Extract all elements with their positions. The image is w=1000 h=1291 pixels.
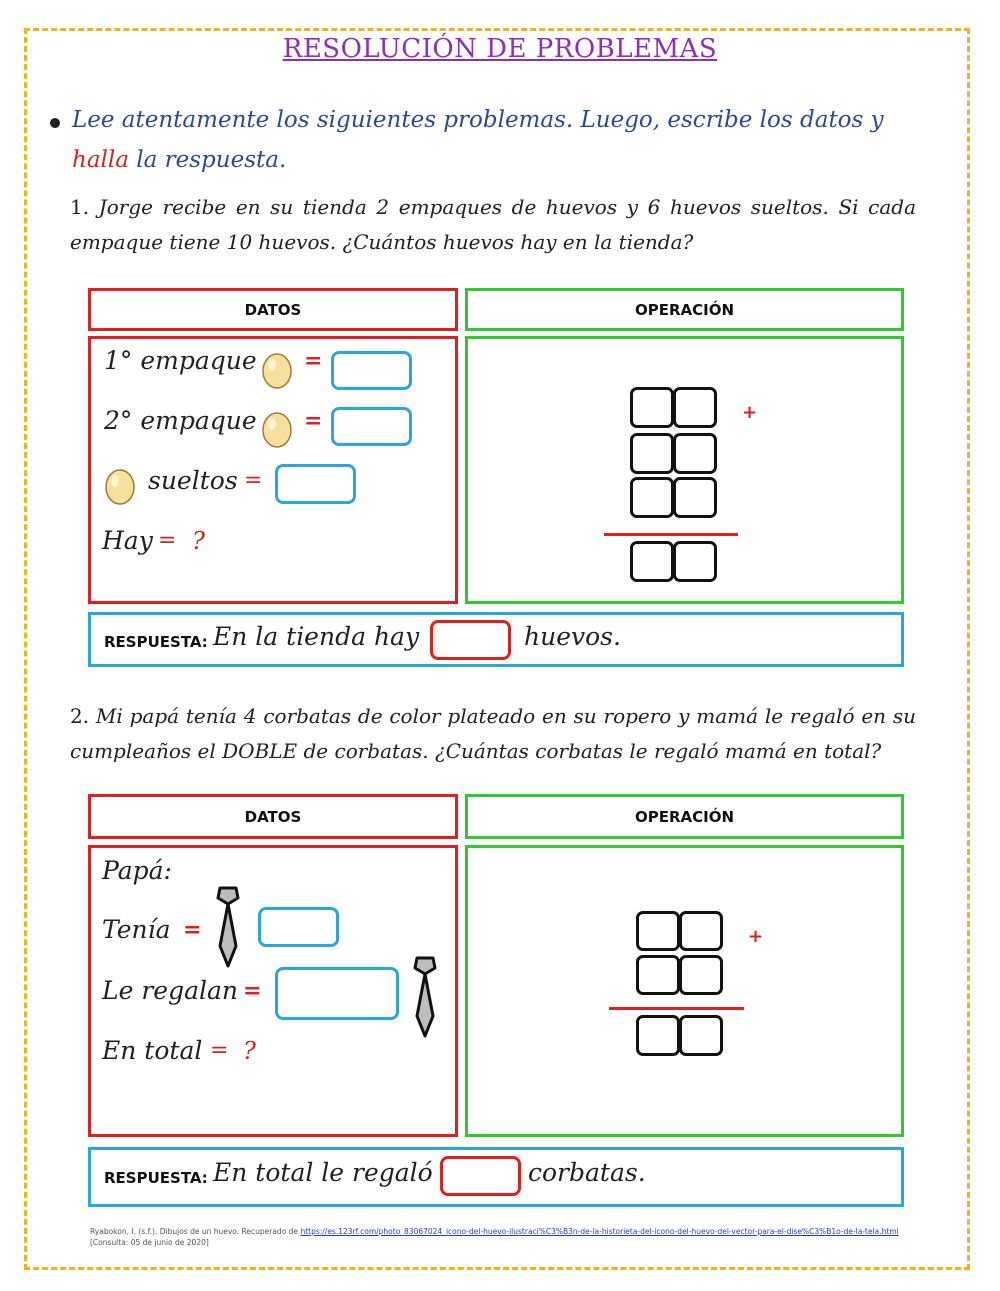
equals-sign: = — [158, 528, 177, 553]
problem-2-statement: Mi papá tenía 4 corbatas de color plateado en su ropero y mamá le regaló en su cumpleaños el DOBLE de corbatas. ¿Cuántas corbatas le regaló mamá en total? — [70, 704, 916, 763]
digit-box[interactable] — [673, 433, 717, 474]
datos-header-1: DATOS — [88, 288, 458, 331]
datos-2-line3: Le regalan — [102, 976, 238, 1005]
digit-box[interactable] — [636, 911, 680, 951]
sum-line — [609, 1007, 744, 1010]
respuesta-1-after: huevos. — [524, 622, 621, 651]
respuesta-label-1: RESPUESTA: — [104, 633, 208, 651]
egg-icon — [261, 410, 293, 448]
plus-sign: + — [748, 926, 764, 947]
instructions-part2: la respuesta. — [128, 147, 287, 173]
digit-box[interactable] — [673, 477, 717, 518]
citation-link[interactable]: https://es.123rf.com/photo_83067024_icono-del-huevo-ilustraci%C3%B3n-de-la-historieta-del-icono-del-huevo-del-vector-para-el-dise%C3%B1o-de-la-tela.html — [300, 1227, 899, 1236]
digit-box[interactable] — [630, 433, 674, 474]
empaque-1-answer-box[interactable] — [331, 351, 412, 390]
le-regalan-answer-box[interactable] — [275, 967, 399, 1020]
datos-1-line3: sueltos — [148, 466, 238, 495]
digit-box[interactable] — [679, 911, 723, 951]
tie-icon — [214, 886, 242, 970]
empaque-2-answer-box[interactable] — [331, 407, 412, 446]
problem-1-statement: Jorge recibe en su tienda 2 empaques de huevos y 6 huevos sueltos. Si cada empaque tiene 10 huevos. ¿Cuántos huevos hay en la tienda? — [70, 195, 917, 254]
datos-1-line4: Hay — [102, 526, 153, 555]
instructions — [72, 100, 942, 180]
respuesta-1-before: En la tienda hay — [213, 622, 420, 651]
problem-1-number: 1. — [70, 195, 90, 219]
problem-1-text — [70, 190, 916, 260]
footer-citation — [90, 1226, 930, 1248]
equals-sign: = — [304, 408, 323, 434]
datos-2-line1: Papá: — [102, 856, 172, 885]
operacion-header-1: OPERACIÓN — [465, 288, 904, 331]
page-title: RESOLUCIÓN DE PROBLEMAS — [282, 34, 718, 64]
digit-box[interactable] — [630, 387, 674, 428]
citation-text: Ryabokon, I. (s.f.). Dibujos de un huevo. Recuperado de — [90, 1227, 301, 1236]
plus-sign: + — [742, 402, 758, 423]
tenia-answer-box[interactable] — [258, 907, 339, 947]
result-digit-box[interactable] — [636, 1015, 680, 1056]
respuesta-label-2: RESPUESTA: — [104, 1169, 208, 1187]
instructions-part1: Lee atentamente los siguientes problemas. Luego, escribe los datos y — [72, 107, 884, 133]
result-digit-box[interactable] — [679, 1015, 723, 1056]
respuesta-1-answer-box[interactable] — [430, 620, 511, 660]
equals-sign: = — [304, 348, 323, 374]
datos-2-line2: Tenía — [102, 915, 171, 944]
question-mark: ? — [192, 527, 205, 555]
digit-box[interactable] — [636, 955, 680, 995]
problem-2-text — [70, 699, 916, 769]
digit-box[interactable] — [673, 387, 717, 428]
operacion-header-2: OPERACIÓN — [465, 794, 904, 839]
datos-2-line4: En total — [102, 1036, 203, 1065]
digit-box[interactable] — [679, 955, 723, 995]
sueltos-answer-box[interactable] — [275, 464, 356, 504]
citation-consulta: [Consulta: 05 de junio de 2020] — [90, 1238, 209, 1247]
tie-icon — [411, 956, 439, 1040]
equals-sign: = — [210, 1038, 229, 1063]
digit-box[interactable] — [630, 477, 674, 518]
respuesta-2-answer-box[interactable] — [440, 1156, 521, 1196]
egg-icon — [104, 467, 136, 505]
egg-icon — [261, 351, 293, 389]
equals-sign: = — [183, 917, 202, 943]
sum-line — [604, 533, 738, 536]
datos-header-2: DATOS — [88, 794, 458, 839]
datos-1-line1: 1° empaque — [104, 346, 257, 375]
instructions-highlight: halla — [72, 147, 129, 173]
equals-sign: = — [244, 468, 263, 493]
result-digit-box[interactable] — [630, 541, 674, 582]
question-mark: ? — [243, 1037, 256, 1065]
problem-2-number: 2. — [70, 704, 90, 728]
datos-1-line2: 2° empaque — [104, 406, 257, 435]
equals-sign: = — [243, 978, 262, 1004]
bullet — [50, 118, 60, 128]
respuesta-2-before: En total le regaló — [213, 1158, 433, 1187]
respuesta-2-after: corbatas. — [528, 1158, 646, 1187]
result-digit-box[interactable] — [673, 541, 717, 582]
